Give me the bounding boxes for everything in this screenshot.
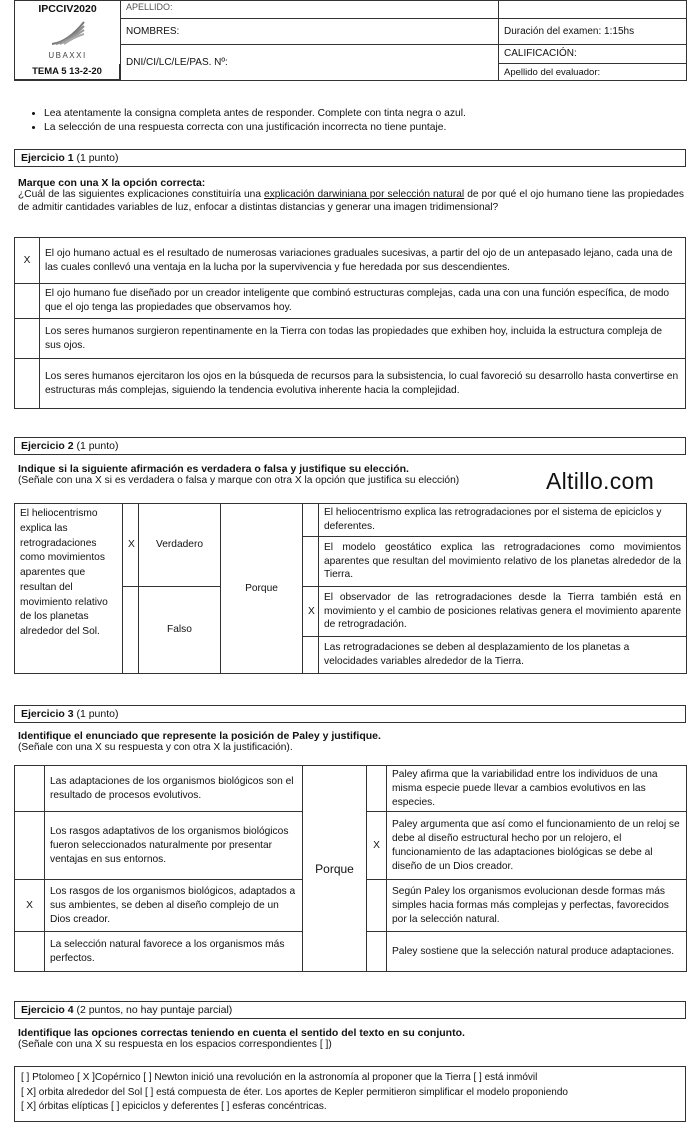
ex4-prompt [18, 1027, 684, 1050]
uba-logo-icon [48, 20, 88, 46]
justification-checkbox[interactable] [303, 637, 319, 674]
instruction-item: • Lea atentamente la consigna completa antes de responder. Complete con tinta negra o azul. [44, 107, 686, 121]
option-checkbox[interactable] [15, 284, 40, 319]
ex1-options-table [14, 237, 686, 409]
justification-text: Las retrogradaciones se deben al desplazamiento de los planetas a velocidades variables alrededor de la Tierra. [319, 637, 687, 674]
dni-field[interactable]: DNI/CI/LC/LE/PAS. Nº: [121, 45, 499, 81]
table-row [15, 238, 686, 284]
justification-checkbox[interactable]: X [303, 587, 319, 637]
justification-checkbox[interactable] [367, 932, 387, 972]
ex3-title: Ejercicio 3 (1 punto) [14, 705, 686, 723]
calificacion-label: CALIFICACIÓN: [499, 45, 686, 64]
statement-checkbox[interactable] [15, 766, 45, 812]
duracion-label: Duración del examen: 1:15hs [499, 19, 687, 45]
ex2-prompt [18, 463, 558, 486]
table-row [15, 319, 686, 359]
false-label: Falso [139, 587, 221, 674]
table-row [15, 504, 687, 537]
justification-text: Paley sostiene que la selección natural produce adaptaciones. [387, 932, 687, 972]
apellido-field[interactable]: APELLIDO: [121, 1, 499, 19]
justification-text: Según Paley los organismos evolucionan desde formas más simples hacia formas más complejas y perfectas, favorecidos por la selección natural. [387, 880, 687, 932]
ex3-table [14, 765, 687, 972]
ex4-instruction: Identifique las opciones correctas teniendo en cuenta el sentido del texto en su conjunto. [18, 1027, 465, 1039]
ex1-question: ¿Cuál de las siguientes explicaciones constituiría una explicación darwiniana por selección natural de por qué el ojo humano tiene las propiedades de admitir cantidades variables de luz, enfocar a distintas distancias y generar una imagen tridimensional? [18, 189, 685, 213]
true-checkbox[interactable]: X [123, 504, 139, 587]
justification-checkbox[interactable] [303, 504, 319, 537]
statement-text: Las adaptaciones de los organismos biológicos son el resultado de procesos evolutivos. [45, 766, 303, 812]
option-text: Los seres humanos ejercitaron los ojos en la búsqueda de recursos para la subsistencia, lo cual favoreció su desarrollo hasta convertirse en estructuras más complejas, siguiendo la tendencia evolutiva inherente hacia la complejidad. [40, 359, 686, 409]
exam-header [14, 0, 686, 81]
ex1-prompt [18, 177, 684, 215]
ex1-instruction: Marque con una X la opción correcta: [18, 177, 206, 189]
ex4-line[interactable]: [ X] órbitas elípticas [ ] epiciclos y deferentes [ ] esferas concéntricas. [21, 1101, 327, 1112]
ex2-subinstruction: (Señale con una X si es verdadera o falsa y marque con otra X la opción que justifica su elección) [18, 475, 460, 486]
statement-checkbox[interactable] [15, 932, 45, 972]
course-code: IPCCIV2020 [38, 3, 97, 15]
justification-checkbox[interactable]: X [367, 812, 387, 880]
option-text: Los seres humanos surgieron repentinamente en la Tierra con todas las propiedades que exhiben hoy, incluida la estructura compleja de sus ojos. [40, 319, 686, 359]
option-checkbox[interactable] [15, 319, 40, 359]
option-checkbox[interactable] [15, 359, 40, 409]
ex2-table [14, 503, 687, 674]
statement-text: Los rasgos de los organismos biológicos, adaptados a sus ambientes, se deben al diseño complejo de un Dios creador. [45, 880, 303, 932]
header-top-right-cell [499, 1, 687, 19]
ex4-line[interactable]: [ X] orbita alrededor del Sol [ ] está compuesta de éter. Los aportes de Kepler permitieron simplificar el modelo proponiendo [21, 1086, 568, 1098]
instruction-item: • La selección de una respuesta correcta con una justificación incorrecta no tiene puntaje. [44, 121, 686, 135]
justification-text: El observador de las retrogradaciones desde la Tierra también está en movimiento y el cambio de posiciones relativas genera el movimiento aparente de retrogradación. [319, 587, 687, 637]
justification-text: Paley argumenta que así como el funcionamiento de un reloj se debe al diseño estructural hecho por un relojero, el funcionamiento de las adaptaciones biológicas se debe al diseño de un Dios creador. [387, 812, 687, 880]
statement-checkbox[interactable] [15, 812, 45, 880]
statement-text: La selección natural favorece a los organismos más perfectos. [45, 932, 303, 972]
option-checkbox[interactable]: X [15, 238, 40, 284]
justification-text: Paley afirma que la variabilidad entre los individuos de una misma especie puede llevar a cambios evolutivos en las especies. [387, 766, 687, 812]
justification-text: El heliocentrismo explica las retrogradaciones por el sistema de epiciclos y deferentes. [319, 504, 687, 537]
ex3-instruction: Identifique el enunciado que represente la posición de Paley y justifique. [18, 730, 381, 742]
justification-checkbox[interactable] [303, 537, 319, 587]
table-row [15, 359, 686, 409]
ex3-because-label: Porque [303, 766, 367, 972]
false-checkbox[interactable] [123, 587, 139, 674]
logo-text: UBAXXI [48, 50, 87, 60]
ex4-line[interactable]: [ ] Ptolomeo [ X ]Copérnico [ ] Newton inició una revolución en la astronomía al proponer que la Tierra [ ] está inmóvil [21, 1072, 538, 1083]
ex2-because-label: Porque [221, 504, 303, 674]
justification-text: El modelo geostático explica las retrogradaciones como movimientos aparentes que resultan del movimiento relativo de los planetas alrededor de la Tierra. [319, 537, 687, 587]
option-text: El ojo humano actual es el resultado de numerosas variaciones graduales sucesivas, a partir del ojo de un antepasado lejano, cada una de las cuales conllevó una ventaja en la lucha por la supervivencia y fue heredada por sus descendientes. [40, 238, 686, 284]
ex1-title: Ejercicio 1 (1 punto) [14, 149, 686, 167]
instructions [14, 107, 686, 135]
calificacion-cell [499, 45, 687, 81]
tema-label: TEMA 5 13-2-20 [14, 64, 120, 80]
evaluador-label[interactable]: Apellido del evaluador: [504, 67, 601, 78]
option-text: El ojo humano fue diseñado por un creador inteligente que combinó estructuras complejas, cada una con una función específica, de modo que el ojo tenga las propiedades que observamos hoy. [40, 284, 686, 319]
ex4-title: Ejercicio 4 (2 puntos, no hay puntaje parcial) [14, 1001, 686, 1019]
statement-text: Los rasgos adaptativos de los organismos biológicos fueron seleccionados naturalmente por presentar ventajas en sus entornos. [45, 812, 303, 880]
nombres-field[interactable]: NOMBRES: [121, 19, 499, 45]
ex3-subinstruction: (Señale con una X su respuesta y con otra X la justificación). [18, 742, 293, 753]
ex4-text-box [14, 1066, 686, 1122]
ex3-prompt [18, 730, 684, 753]
justification-checkbox[interactable] [367, 880, 387, 932]
ex2-title: Ejercicio 2 (1 punto) [14, 437, 686, 455]
ex2-statement: El heliocentrismo explica las retrogradaciones como movimientos aparentes que resultan del movimiento relativo de los planetas alrededor del Sol. [15, 504, 123, 674]
watermark: Altillo.com [546, 468, 655, 494]
ex4-subinstruction: (Señale con una X su respuesta en los espacios correspondientes [ ]) [18, 1039, 332, 1050]
table-row [15, 284, 686, 319]
table-row [15, 766, 687, 812]
true-label: Verdadero [139, 504, 221, 587]
ex2-instruction: Indique si la siguiente afirmación es verdadera o falsa y justifique su elección. [18, 463, 409, 475]
statement-checkbox[interactable]: X [15, 880, 45, 932]
justification-checkbox[interactable] [367, 766, 387, 812]
